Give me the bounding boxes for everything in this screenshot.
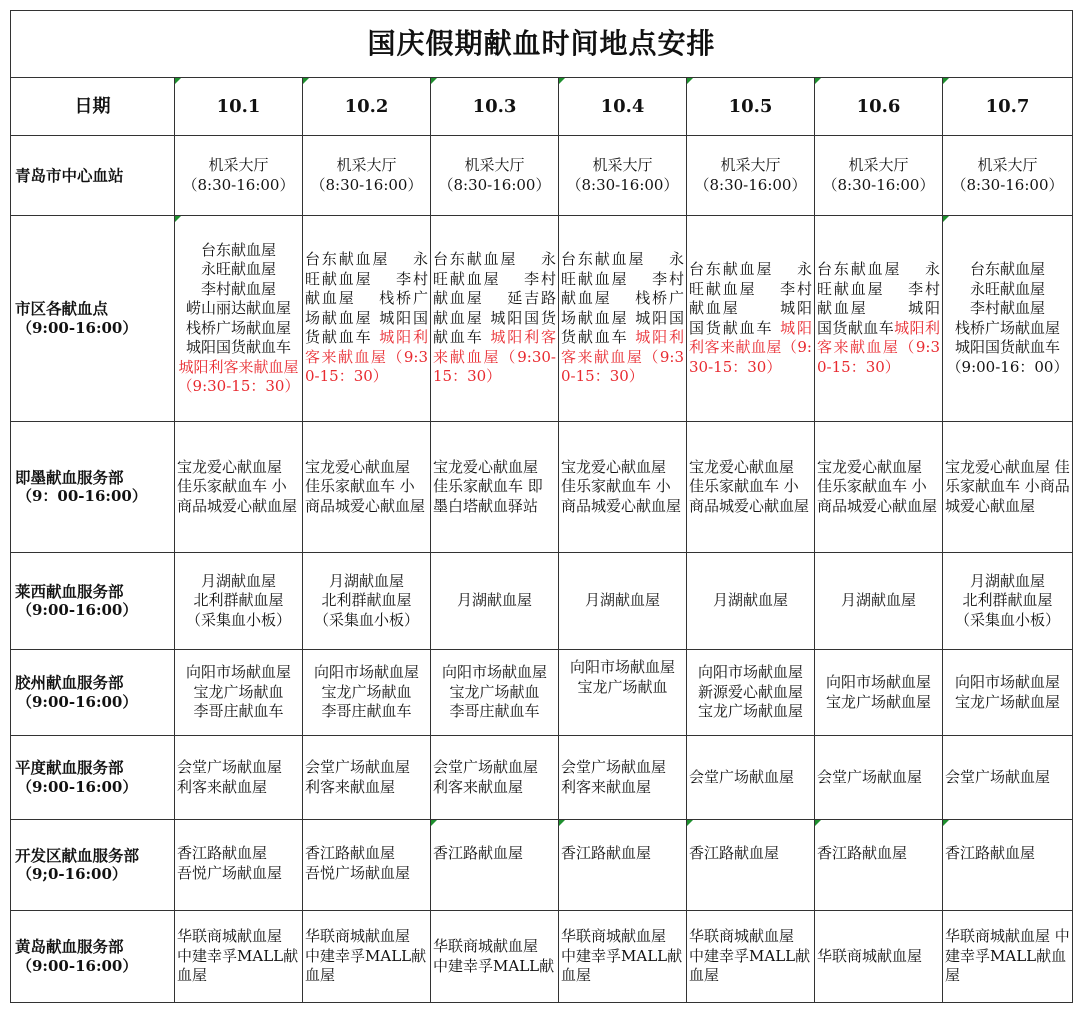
- row-label: [11, 650, 175, 736]
- schedule-cell: [303, 820, 431, 911]
- schedule-cell: [687, 650, 815, 736]
- schedule-cell: 宝龙爱心献血屋 佳乐家献血车 小商品城爱心献血屋: [559, 422, 687, 553]
- cell-line: 会堂广场献血屋: [945, 767, 1051, 786]
- cell-line: （9:00-16：00）: [946, 357, 1069, 376]
- cell-text: 台东献血屋 永旺献血屋 李村献血屋 城阳国货献血车: [817, 260, 940, 337]
- schedule-cell: 华联商城献血屋 中建幸孚MALL献血屋: [559, 911, 687, 1003]
- schedule-cell: 宝龙爱心献血屋 佳乐家献血车 小商品城爱心献血屋: [943, 422, 1073, 553]
- row-label: [11, 820, 175, 911]
- row-hours: （9:00-16:00）: [17, 692, 138, 711]
- cell-line: 机采大厅: [464, 156, 525, 174]
- schedule-cell: [815, 820, 943, 911]
- row-hours: （9:00-16:00）: [17, 777, 138, 796]
- cell-line: 台东献血屋: [970, 260, 1046, 278]
- cell-line: 吾悦广场献血屋: [177, 863, 283, 882]
- cell-line: 月湖献血屋: [456, 591, 532, 610]
- cell-line: 向阳市场献血屋: [955, 673, 1061, 691]
- schedule-cell: [431, 136, 559, 216]
- schedule-cell: [175, 216, 303, 422]
- row-hours: （9:00-16:00）: [17, 956, 138, 975]
- page-title: 国庆假期献血时间地点安排: [11, 11, 1073, 78]
- schedule-cell: 华联商城献血屋 中建幸孚MALL献血屋: [943, 911, 1073, 1003]
- cell-line: （8:30-16:00）: [182, 175, 295, 194]
- cell-line: 会堂广场献血屋: [817, 767, 923, 786]
- cell-text: 台东献血屋 永旺献血屋 李村献血屋 延吉路献血屋 城阳国货献血车: [433, 250, 556, 347]
- cell-line: 向阳市场献血屋: [697, 663, 803, 682]
- cell-line: 北利群献血屋: [321, 591, 412, 610]
- schedule-cell: 宝龙爱心献血屋 佳乐家献血车 小商品城爱心献血屋: [687, 422, 815, 553]
- cell-text: 台东献血屋 永旺献血屋 李村献血屋 栈桥广场献血屋 城阳国货献血车: [305, 250, 428, 347]
- cell-line: 利客来献血屋: [177, 777, 268, 796]
- row-label: [11, 422, 175, 553]
- table-row: [11, 820, 1073, 911]
- schedule-cell: [559, 820, 687, 911]
- table-row: [11, 216, 1073, 422]
- cell-line: 机采大厅: [848, 156, 909, 174]
- cell-line: 香江路献血屋: [177, 844, 268, 862]
- schedule-cell: [431, 736, 559, 820]
- cell-line: 李村献血屋: [200, 279, 276, 298]
- schedule-cell: [303, 736, 431, 820]
- cell-line: 栈桥广场献血屋: [185, 318, 291, 337]
- schedule-cell: [303, 553, 431, 650]
- schedule-cell: 宝龙爱心献血屋 佳乐家献血车 小商品城爱心献血屋: [175, 422, 303, 553]
- cell-line: 向阳市场献血屋: [313, 663, 419, 682]
- cell-line: 机采大厅: [592, 156, 653, 174]
- schedule-cell: [175, 736, 303, 820]
- schedule-cell: [303, 136, 431, 216]
- table-row: [11, 422, 1073, 553]
- cell-line: 宝龙广场献血屋: [697, 702, 803, 721]
- row-name: 即墨献血服务部: [15, 467, 124, 487]
- cell-line: 月湖献血屋: [584, 591, 660, 610]
- cell-line: 香江路献血屋: [561, 844, 652, 862]
- cell-line: 向阳市场献血屋: [441, 663, 547, 682]
- schedule-cell: [815, 650, 943, 736]
- table-row: [11, 136, 1073, 216]
- row-hours: （9;0-16:00）: [17, 865, 127, 883]
- cell-line: 宝龙广场献血: [449, 682, 540, 701]
- highlight-text: 城阳利客来献血屋（9:30-15：30）: [817, 318, 940, 376]
- cell-line: 香江路献血屋: [689, 844, 780, 862]
- row-name: 青岛市中心血站: [15, 165, 124, 185]
- schedule-cell: [431, 216, 559, 422]
- cell-line: 向阳市场献血屋: [569, 658, 675, 676]
- schedule-cell: [559, 136, 687, 216]
- cell-line: 李哥庄献血车: [321, 702, 412, 721]
- schedule-cell: [431, 553, 559, 650]
- cell-line: 栈桥广场献血屋: [955, 318, 1061, 337]
- cell-line: 李村献血屋: [970, 299, 1046, 317]
- row-name: 市区各献血点: [15, 299, 109, 318]
- cell-line: 机采大厅: [977, 156, 1038, 174]
- highlight-text: 城阳利客来献血屋（9:30-15：30）: [177, 357, 300, 395]
- cell-line: 香江路献血屋: [433, 844, 524, 862]
- schedule-cell: [815, 736, 943, 820]
- schedule-cell: [559, 553, 687, 650]
- cell-line: 利客来献血屋: [433, 777, 524, 796]
- schedule-cell: [943, 650, 1073, 736]
- date-label: 日期: [11, 78, 175, 136]
- cell-line: 李哥庄献血车: [193, 702, 284, 721]
- cell-line: 李哥庄献血车: [449, 702, 540, 721]
- cell-line: 月湖献血屋: [840, 591, 916, 610]
- schedule-cell: [687, 736, 815, 820]
- highlight-text: 城阳利客来献血屋（9:30-15：30）: [689, 318, 812, 376]
- row-hours: （9:00-16:00）: [17, 601, 138, 619]
- schedule-cell: 宝龙爱心献血屋 佳乐家献血车 小商品城爱心献血屋: [815, 422, 943, 553]
- schedule-cell: [431, 650, 559, 736]
- cell-line: 机采大厅: [336, 156, 397, 174]
- schedule-cell: [687, 216, 815, 422]
- table-row: [11, 736, 1073, 820]
- cell-line: 北利群献血屋: [193, 591, 284, 610]
- row-label: [11, 216, 175, 422]
- cell-line: （8:30-16:00）: [438, 175, 551, 194]
- cell-line: 月湖献血屋: [328, 571, 404, 590]
- date-header: 10.1: [175, 78, 303, 136]
- schedule-cell: [559, 216, 687, 422]
- cell-line: 台东献血屋: [200, 240, 276, 259]
- cell-line: 香江路献血屋: [945, 844, 1036, 862]
- schedule-cell: [559, 736, 687, 820]
- date-header: 10.3: [431, 78, 559, 136]
- cell-line: 崂山丽达献血屋: [185, 299, 291, 317]
- cell-line: 城阳国货献血车: [185, 338, 291, 356]
- row-hours: （9:00-16:00）: [17, 318, 138, 337]
- row-label: [11, 911, 175, 1003]
- cell-line: （8:30-16:00）: [566, 175, 679, 194]
- date-header: 10.5: [687, 78, 815, 136]
- schedule-cell: 华联商城献血屋 中建幸孚MALL献血屋: [303, 911, 431, 1003]
- schedule-cell: [303, 650, 431, 736]
- schedule-cell: [943, 216, 1073, 422]
- highlight-text: 城阳利客来献血屋（9:30-15：30）: [305, 328, 428, 386]
- cell-text: 台东献血屋 永旺献血屋 李村献血屋 城阳国货献血车: [689, 260, 812, 337]
- cell-line: 香江路献血屋: [817, 844, 908, 862]
- schedule-cell: [943, 736, 1073, 820]
- cell-line: （采集血小板）: [185, 610, 291, 629]
- cell-line: （8:30-16:00）: [694, 175, 807, 194]
- schedule-cell: [815, 216, 943, 422]
- cell-line: 会堂广场献血屋: [689, 767, 795, 786]
- date-header: 10.7: [943, 78, 1073, 136]
- cell-line: 新源爱心献血屋: [697, 682, 803, 701]
- cell-line: 会堂广场献血屋: [305, 758, 411, 776]
- highlight-text: 城阳利客来献血屋（9:30-15：30）: [561, 328, 684, 386]
- row-name: 平度献血服务部: [15, 758, 124, 777]
- cell-line: 月湖献血屋: [712, 591, 788, 610]
- cell-line: （采集血小板）: [955, 610, 1061, 629]
- cell-line: 月湖献血屋: [970, 571, 1046, 590]
- row-label: [11, 136, 175, 216]
- cell-line: 北利群献血屋: [962, 591, 1053, 610]
- schedule-cell: 华联商城献血屋 中建幸孚MALL献血屋: [175, 911, 303, 1003]
- cell-line: 会堂广场献血屋: [561, 758, 667, 776]
- schedule-cell: [943, 136, 1073, 216]
- cell-line: 宝龙广场献血: [577, 677, 668, 696]
- cell-line: 利客来献血屋: [561, 777, 652, 796]
- cell-line: 机采大厅: [720, 156, 781, 174]
- cell-line: 宝龙广场献血: [193, 682, 284, 701]
- cell-line: 月湖献血屋: [200, 571, 276, 590]
- cell-line: 向阳市场献血屋: [185, 663, 291, 682]
- header-row: [11, 78, 1073, 136]
- cell-line: 吾悦广场献血屋: [305, 863, 411, 882]
- cell-line: 利客来献血屋: [305, 777, 396, 796]
- schedule-cell: [815, 136, 943, 216]
- date-header: 10.6: [815, 78, 943, 136]
- row-name: 胶州献血服务部: [15, 673, 124, 692]
- schedule-cell: [175, 650, 303, 736]
- highlight-text: 城阳利客来献血屋（9:30-15：30）: [433, 328, 556, 386]
- schedule-cell: 华联商城献血屋 中建幸孚MALL献血屋: [687, 911, 815, 1003]
- schedule-table: [10, 10, 1073, 1003]
- schedule-cell: [687, 136, 815, 216]
- row-label: [11, 553, 175, 650]
- cell-line: 机采大厅: [208, 156, 269, 174]
- cell-line: 会堂广场献血屋: [433, 758, 539, 776]
- cell-line: 香江路献血屋: [305, 844, 396, 862]
- cell-line: 永旺献血屋: [200, 260, 276, 278]
- row-name: 开发区献血服务部: [15, 845, 140, 865]
- table-row: [11, 911, 1073, 1003]
- schedule-cell: [687, 553, 815, 650]
- row-name: 黄岛献血服务部: [15, 937, 124, 956]
- schedule-cell: [687, 820, 815, 911]
- row-name: 莱西献血服务部: [15, 581, 124, 601]
- cell-line: 向阳市场献血屋: [825, 673, 931, 691]
- cell-line: 城阳国货献血车: [955, 338, 1061, 356]
- cell-line: （采集血小板）: [313, 610, 419, 629]
- schedule-cell: [943, 553, 1073, 650]
- table-row: [11, 650, 1073, 736]
- cell-line: 宝龙广场献血: [321, 682, 412, 701]
- schedule-cell: 华联商城献血屋: [815, 911, 943, 1003]
- date-header: 10.4: [559, 78, 687, 136]
- schedule-sheet: [10, 10, 1072, 1003]
- schedule-cell: [175, 136, 303, 216]
- schedule-cell: [943, 820, 1073, 911]
- schedule-cell: [303, 216, 431, 422]
- row-hours: （9：00-16:00）: [17, 487, 147, 505]
- cell-line: （8:30-16:00）: [822, 175, 935, 194]
- schedule-cell: 宝龙爱心献血屋 佳乐家献血车 即墨白塔献血驿站: [431, 422, 559, 553]
- schedule-cell: [815, 553, 943, 650]
- schedule-cell: [175, 820, 303, 911]
- cell-line: （8:30-16:00）: [310, 175, 423, 194]
- schedule-cell: [431, 820, 559, 911]
- cell-line: （8:30-16:00）: [951, 175, 1064, 194]
- table-row: [11, 553, 1073, 650]
- cell-line: 永旺献血屋: [970, 279, 1046, 298]
- schedule-cell: [559, 650, 687, 736]
- schedule-cell: 宝龙爱心献血屋 佳乐家献血车 小商品城爱心献血屋: [303, 422, 431, 553]
- row-label: [11, 736, 175, 820]
- date-header: 10.2: [303, 78, 431, 136]
- cell-text: 台东献血屋 永旺献血屋 李村献血屋 栈桥广场献血屋 城阳国货献血车: [561, 250, 684, 347]
- schedule-cell: [175, 553, 303, 650]
- schedule-cell: 华联商城献血屋 中建幸孚MALL献: [431, 911, 559, 1003]
- cell-line: 会堂广场献血屋: [177, 758, 283, 776]
- cell-line: 宝龙广场献血屋: [825, 692, 931, 711]
- cell-line: 宝龙广场献血屋: [955, 692, 1061, 711]
